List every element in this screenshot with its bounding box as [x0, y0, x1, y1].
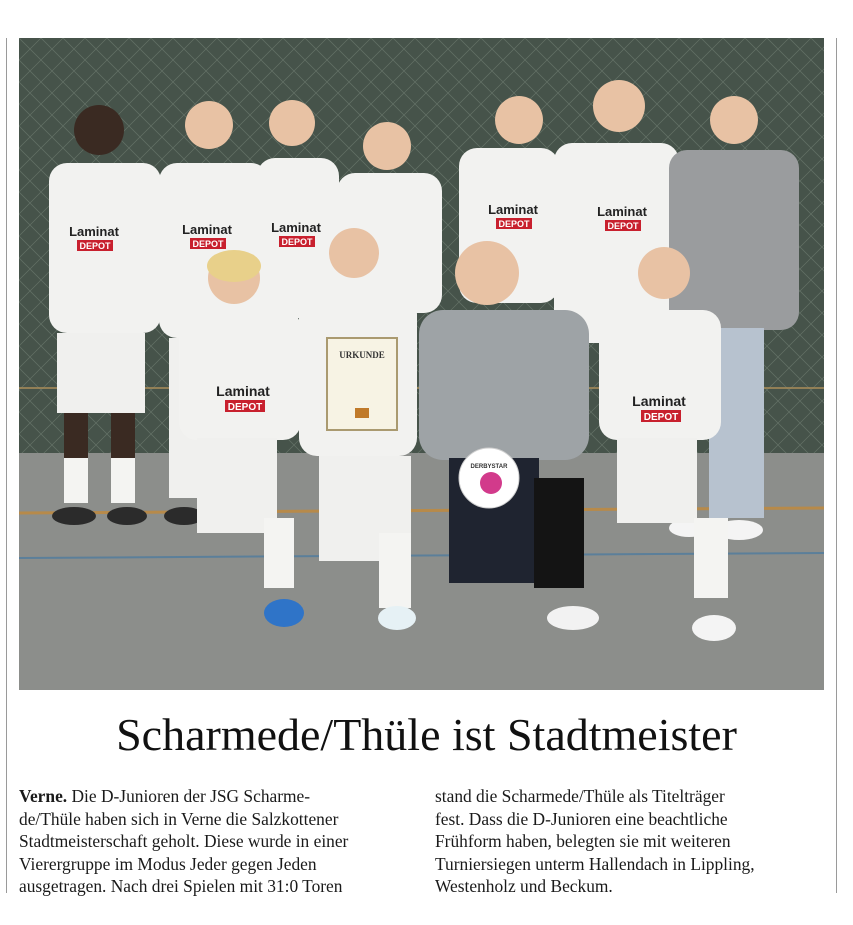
- article-line: Westenholz und Beckum.: [435, 876, 613, 897]
- column-rule-left: [6, 38, 7, 893]
- article-line: ausgetragen. Nach drei Spielen mit 31:0 Toren: [19, 876, 343, 897]
- article-dateline: Verne.: [19, 786, 68, 806]
- sponsor-text: Laminat: [488, 202, 538, 217]
- sponsor-text: Laminat: [632, 393, 686, 409]
- article-paragraph: [19, 785, 414, 898]
- article-line: fest. Dass die D-Junioren eine beachtliche: [435, 808, 728, 829]
- sponsor-text: DEPOT: [79, 241, 111, 251]
- sponsor-text: Laminat: [69, 224, 119, 239]
- team-photo-illustration: [19, 38, 824, 690]
- sponsor-text: DEPOT: [607, 221, 639, 231]
- article-line-text: Die D-Junioren der JSG Scharme-: [67, 786, 311, 806]
- sponsor-text: Laminat: [597, 204, 647, 219]
- sponsor-text: Laminat: [182, 222, 232, 237]
- article-paragraph: [435, 785, 830, 898]
- column-rule-right: [836, 38, 837, 893]
- article-line: Vierergruppe im Modus Jeder gegen Jeden: [19, 853, 317, 874]
- ball-brand: DERBYSTAR: [470, 464, 508, 470]
- sponsor-text: DEPOT: [227, 402, 263, 413]
- sponsor-text: Laminat: [216, 383, 270, 399]
- sponsor-text: DEPOT: [281, 237, 313, 247]
- sponsor-text: DEPOT: [498, 219, 530, 229]
- article-line: Turniersiegen unterm Hallendach in Lippling,: [435, 853, 755, 874]
- sponsor-text: DEPOT: [192, 239, 224, 249]
- article-column-2: [435, 785, 830, 898]
- article-line: [19, 785, 414, 808]
- sponsor-text: DEPOT: [643, 412, 679, 423]
- article-column-1: [19, 785, 414, 898]
- article-line: Frühform haben, belegten sie mit weiteren: [435, 831, 731, 852]
- article-line: Stadtmeisterschaft geholt. Diese wurde in einer: [19, 831, 349, 852]
- article-line: de/Thüle haben sich in Verne die Salzkottener: [19, 808, 339, 829]
- certificate-title: URKUNDE: [339, 350, 385, 360]
- article-line: stand die Scharmede/Thüle als Titelträger: [435, 786, 725, 806]
- article-headline: Scharmede/Thüle ist Stadtmeister: [116, 709, 737, 760]
- team-photo: [19, 38, 824, 690]
- sponsor-text: Laminat: [271, 220, 321, 235]
